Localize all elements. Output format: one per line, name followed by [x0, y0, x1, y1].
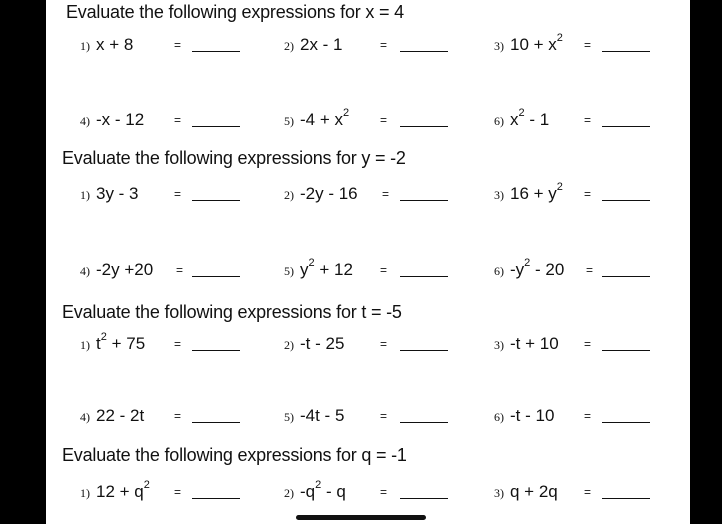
answer-blank[interactable] [400, 276, 448, 277]
problem-q-2: 2) $-q^2$ - q = [284, 481, 346, 503]
equals-sign: = [380, 113, 388, 127]
answer-blank[interactable] [192, 422, 240, 423]
problem-x-1: 1) x + 8 = [80, 34, 133, 56]
answer-blank[interactable] [400, 126, 448, 127]
answer-blank[interactable] [400, 498, 448, 499]
answer-blank[interactable] [192, 126, 240, 127]
answer-blank[interactable] [602, 51, 650, 52]
problem-y-2: 2) -2y - 16 = [284, 183, 358, 205]
problem-t-2: 2) -t - 25 = [284, 333, 344, 355]
problem-t-6: 6) -t - 10 = [494, 405, 554, 427]
problem-x-4: 4) -x - 12 = [80, 109, 144, 131]
equals-sign: = [382, 187, 390, 201]
equals-sign: = [174, 38, 182, 52]
answer-blank[interactable] [400, 350, 448, 351]
answer-blank[interactable] [602, 200, 650, 201]
problem-x-3: 3) $10 + x^2$ = [494, 34, 563, 56]
section-heading-x: Evaluate the following expressions for x = 4 [66, 2, 404, 22]
equals-sign: = [584, 187, 592, 201]
section-heading-q: Evaluate the following expressions for q = -1 [62, 445, 407, 465]
section-heading-t: Evaluate the following expressions for t = -5 [62, 302, 402, 322]
answer-blank[interactable] [602, 422, 650, 423]
equals-sign: = [584, 409, 592, 423]
answer-blank[interactable] [400, 422, 448, 423]
problem-y-5: 5) $y^2 + 12$ = [284, 259, 353, 281]
problem-q-1: 1) $12 + q^2$ = [80, 481, 150, 503]
problem-t-1: 1) $t^2 + 75$ = [80, 333, 145, 355]
home-indicator-bar[interactable] [296, 515, 426, 520]
section-heading-y: Evaluate the following expressions for y = -2 [62, 148, 406, 168]
equals-sign: = [584, 485, 592, 499]
problem-t-4: 4) 22 - 2t = [80, 405, 144, 427]
answer-blank[interactable] [192, 498, 240, 499]
equals-sign: = [174, 409, 182, 423]
problem-t-3: 3) -t + 10 = [494, 333, 559, 355]
answer-blank[interactable] [602, 498, 650, 499]
equals-sign: = [380, 409, 388, 423]
worksheet-page [46, 0, 690, 524]
equals-sign: = [174, 485, 182, 499]
answer-blank[interactable] [400, 51, 448, 52]
equals-sign: = [174, 113, 182, 127]
problem-y-4: 4) -2y +20 = [80, 259, 153, 281]
answer-blank[interactable] [192, 51, 240, 52]
problem-x-5: 5) $-4 + x^2$ = [284, 109, 349, 131]
problem-y-6: 6) $-y^2 - 20$ = [494, 259, 564, 281]
equals-sign: = [174, 337, 182, 351]
answer-blank[interactable] [192, 350, 240, 351]
answer-blank[interactable] [602, 126, 650, 127]
equals-sign: = [380, 337, 388, 351]
answer-blank[interactable] [400, 200, 448, 201]
equals-sign: = [586, 263, 594, 277]
problem-x-2: 2) 2x - 1 = [284, 34, 343, 56]
answer-blank[interactable] [192, 276, 240, 277]
problem-t-5: 5) -4t - 5 = [284, 405, 344, 427]
equals-sign: = [380, 485, 388, 499]
equals-sign: = [380, 263, 388, 277]
equals-sign: = [584, 113, 592, 127]
problem-y-1: 1) 3y - 3 = [80, 183, 139, 205]
equals-sign: = [174, 187, 182, 201]
equals-sign: = [176, 263, 184, 277]
answer-blank[interactable] [602, 350, 650, 351]
equals-sign: = [584, 337, 592, 351]
problem-x-6: 6) $x^2 - 1$ = [494, 109, 549, 131]
equals-sign: = [584, 38, 592, 52]
answer-blank[interactable] [602, 276, 650, 277]
problem-y-3: 3) $16 + y^2$ = [494, 183, 563, 205]
equals-sign: = [380, 38, 388, 52]
problem-q-3: 3) q + 2q = [494, 481, 558, 503]
answer-blank[interactable] [192, 200, 240, 201]
